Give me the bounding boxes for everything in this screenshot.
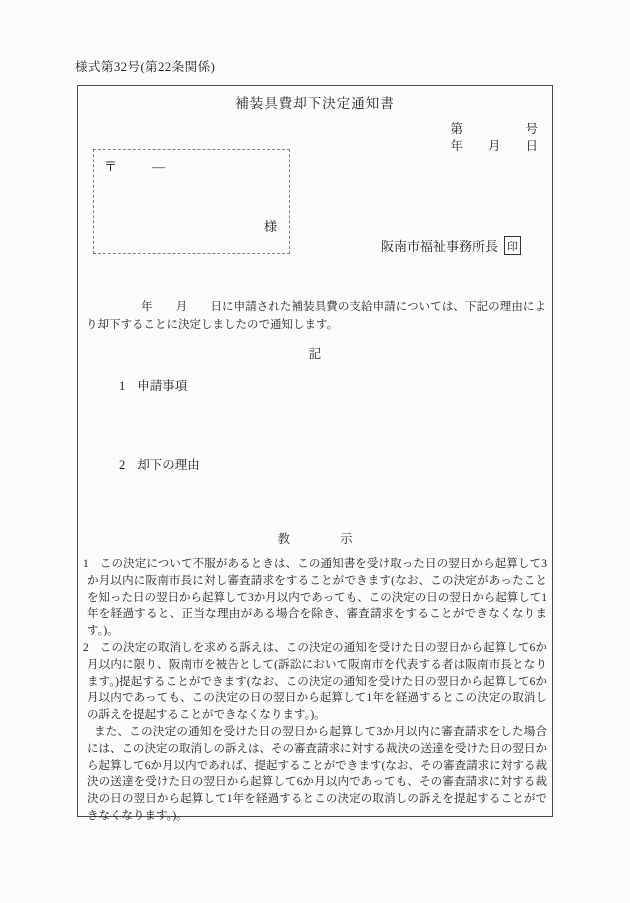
postal-code-dash: ― [152, 159, 166, 174]
document-date-line: 年 月 日 [450, 139, 538, 153]
instruction-item-2 [83, 640, 547, 724]
instruction-item-1 [83, 556, 547, 640]
instruction-item-number: 1 [83, 558, 89, 570]
record-item-label: 申請事項 [137, 379, 188, 393]
notice-sheet-border [77, 85, 553, 822]
record-item-number: 1 [119, 379, 126, 393]
instruction-item-number: 2 [83, 641, 89, 654]
appeal-instructions-section [83, 556, 547, 825]
issuer-line [381, 236, 521, 255]
seal-placeholder-icon: 印 [504, 236, 521, 255]
record-item-application [119, 376, 187, 394]
postal-code-line [104, 156, 165, 175]
postal-mark: 〒 [104, 159, 118, 174]
recipient-address-box [93, 149, 290, 254]
instruction-heading: 教 示 [277, 532, 353, 546]
record-item-number: 2 [119, 458, 126, 472]
notice-body-paragraph: 年 月 日に申請された補装具費の支給申請については、下記の理由により却下することに決定しましたので通知します。 [86, 301, 546, 331]
record-heading: 記 [308, 347, 322, 361]
recipient-honorific: 様 [263, 219, 277, 234]
document-title: 補装具費却下決定通知書 [235, 96, 395, 111]
instruction-item-2-continuation: また、この決定の通知を受けた日の翌日から起算して3か月以内に審査請求をした場合には、この決定の取消しの訴えは、その審査請求に対する裁決の送達を受けた日の翌日から起算して6か月以内であれば、提起することができます(なお、その審査請求に対する裁決の送達を受けた日の翌日から起算して6か月以内であっても、その審査請求に対する裁決の日の翌日から起算して1年を経過するとこの決定の取消しの訴えを提起することができなくなります。)。 [87, 725, 547, 822]
record-item-rejection-reason [119, 455, 200, 473]
issuer-name: 阪南市福祉事務所長 [380, 239, 498, 254]
instruction-item-text: この決定について不服があるときは、この通知書を受け取った日の翌日から起算して3か月以内に阪南市長に対し審査請求をすることができます(なお、この決定があったことを知った日の翌日から起算して3か月以内であっても、この決定の日の翌日から起算して1年を経過すると、正当な理由がある場合を除き、審査請求をすることができなくなります。)。 [87, 558, 547, 638]
record-item-label: 却下の理由 [137, 458, 200, 472]
instruction-item-text: この決定の取消しを求める訴えは、この決定の通知を受けた日の翌日から起算して6か月以内に限り、阪南市を被告として(訴訟において阪南市を代表する者は阪南市長となります。)提起することができます(なお、この決定の通知を受けた日の翌日から起算して6か月以内であっても、この決定の日の翌日から起算して1年を経過するとこの決定の取消しの訴えを提起することができなくなります。)。 [87, 641, 547, 722]
form-number-label: 様式第32号(第22条関係) [75, 60, 216, 74]
document-number-line: 第 号 [450, 122, 538, 136]
